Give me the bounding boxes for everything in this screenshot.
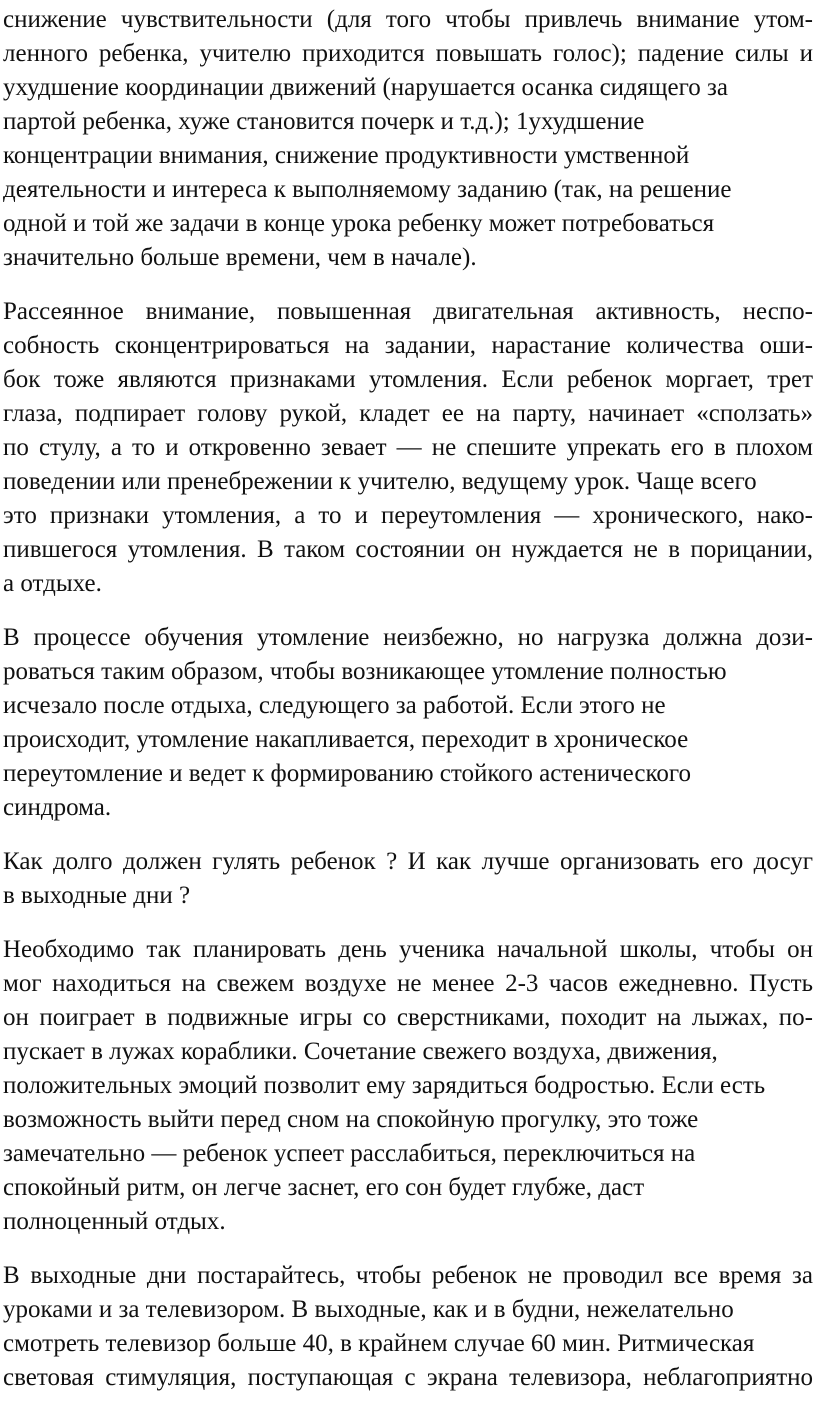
text-line: возможность выйти перед сном на спокойную прогулку, это тоже [3, 1106, 699, 1133]
text-line: полноценный отдых. [3, 1208, 226, 1235]
text-line: в выходные дни ? [3, 882, 191, 909]
text-line: глаза, подпирает голову рукой, кладет ее на парту, начинает «сползать» [3, 400, 813, 427]
text-line: собность сконцентрироваться на задании, нарастание количества оши- [3, 332, 813, 359]
text-line: он поиграет в подвижные игры со сверстниками, походит на лыжах, по- [3, 1004, 813, 1031]
text-line: Рассеянное внимание, повышенная двигательная активность, неспо- [3, 298, 813, 325]
text-line: значительно больше времени, чем в начале). [3, 244, 477, 271]
text-line: партой ребенка, хуже становится почерк и т.д.); 1ухудшение [3, 108, 645, 135]
text-line: а отдыхе. [3, 570, 102, 597]
text-line: одной и той же задачи в конце урока ребенку может потребоваться [3, 210, 715, 237]
text-line: уроками и за телевизором. В выходные, как и в будни, нежелательно [3, 1296, 734, 1323]
text-line: ухудшение координации движений (нарушается осанка сидящего за [3, 74, 728, 101]
text-line: ленного ребенка, учителю приходится повышать голос); падение силы и [3, 40, 813, 67]
text-line: концентрации внимания, снижение продуктивности умственной [3, 142, 690, 169]
text-line: деятельности и интереса к выполняемому заданию (так, на решение [3, 176, 732, 203]
text-line: снижение чувствительности (для того чтобы привлечь внимание утом- [3, 6, 813, 33]
text-line: бок тоже являются признаками утомления. Если ребенок моргает, трет [3, 366, 813, 393]
text-line: переутомление и ведет к формированию стойкого астенического [3, 760, 691, 787]
text-line: смотреть телевизор больше 40, в крайнем случае 60 мин. Ритмическая [3, 1330, 755, 1357]
text-line: В процессе обучения утомление неизбежно, но нагрузка должна дози- [3, 624, 813, 651]
text-line: пившегося утомления. В таком состоянии он нуждается не в порицании, [3, 536, 813, 563]
text-line: синдрома. [3, 794, 112, 821]
text-line: спокойный ритм, он легче заснет, его сон будет глубже, даст [3, 1174, 645, 1201]
text-line: это признаки утомления, а то и переутомления — хронического, нако- [3, 502, 813, 529]
text-line: пускает в лужах кораблики. Сочетание свежего воздуха, движения, [3, 1038, 718, 1065]
text-line: по стулу, а то и откровенно зевает — не спешите упрекать его в плохом [3, 434, 813, 461]
text-line: исчезало после отдыха, следующего за работой. Если этого не [3, 692, 666, 719]
text-line: роваться таким образом, чтобы возникающее утомление полностью [3, 658, 727, 685]
text-line: световая стимуляция, поступающая с экрана телевизора, неблагоприятно [3, 1364, 813, 1391]
text-line: Как долго должен гулять ребенок ? И как лучше организовать его досуг [3, 848, 813, 875]
text-line: В выходные дни постарайтесь, чтобы ребенок не проводил все время за [3, 1262, 813, 1289]
text-line: происходит, утомление накапливается, переходит в хроническое [3, 726, 689, 753]
text-line: Необходимо так планировать день ученика начальной школы, чтобы он [3, 936, 813, 963]
text-line: замечательно — ребенок успеет расслабиться, переключиться на [3, 1140, 696, 1167]
text-line: поведении или пренебрежении к учителю, ведущему урок. Чаще всего [3, 468, 757, 495]
text-line: мог находиться на свежем воздухе не менее 2-3 часов ежедневно. Пусть [3, 970, 813, 997]
text-line: положительных эмоций позволит ему зарядиться бодростью. Если есть [3, 1072, 766, 1099]
